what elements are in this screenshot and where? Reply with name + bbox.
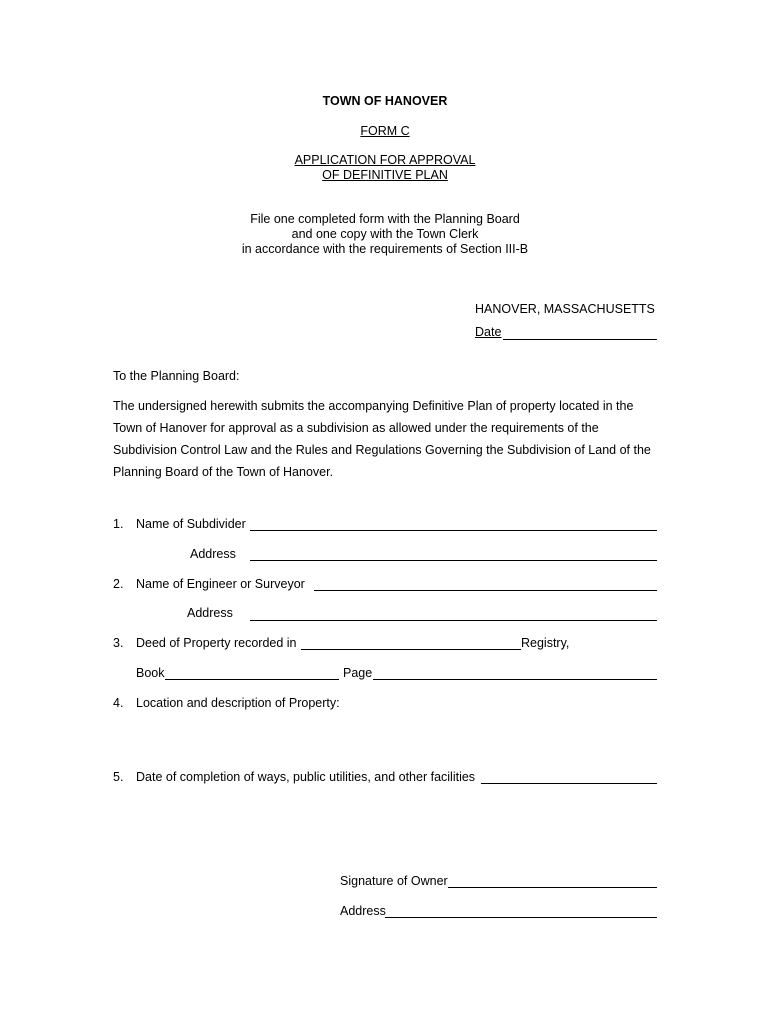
item-2-address-label: Address [187,606,233,620]
subdivider-address-field[interactable] [250,560,657,561]
page-field[interactable] [373,679,657,680]
signature-label: Signature of Owner [340,874,448,888]
item-3-number: 3. [113,636,124,650]
item-2-label: Name of Engineer or Surveyor [136,577,305,591]
deed-recorded-field[interactable] [301,649,521,650]
owner-address-field[interactable] [385,917,657,918]
title-line-1 [0,153,770,167]
item-3-label: Deed of Property recorded in [136,636,297,650]
page-label: Page [343,666,373,680]
title-line-2-text: OF DEFINITIVE PLAN [322,168,448,182]
town-heading: TOWN OF HANOVER [322,94,448,108]
title-line-2 [0,168,770,182]
item-4-label: Location and description of Property: [136,696,340,710]
body-paragraph: The undersigned herewith submits the accompanying Definitive Plan of property located in the Town of Hanover for approval as a subdivision as allowed under the requirements of the Subdivision Control Law and the Rules and Regulations Governing the Subdivision of Land of the Planning Board of the Town of Hanover. [113,399,651,479]
date-label-text: Date [475,325,502,339]
item-5-label: Date of completion of ways, public utilities, and other facilities [136,770,476,784]
instruction-line-1: File one completed form with the Planning Board [250,212,520,226]
instruction-line-3: in accordance with the requirements of Section III-B [241,242,529,256]
form-id-text: FORM C [360,124,410,138]
signature-field[interactable] [448,887,657,888]
date-label [475,325,501,339]
item-1-number: 1. [113,517,124,531]
item-4-number: 4. [113,696,124,710]
salutation: To the Planning Board: [113,369,240,383]
book-label: Book [136,666,165,680]
instruction-line-2: and one copy with the Town Clerk [291,227,479,241]
owner-address-label: Address [340,904,386,918]
book-field[interactable] [165,679,339,680]
place-label: HANOVER, MASSACHUSETTS [475,302,655,316]
completion-date-field[interactable] [481,783,657,784]
item-2-number: 2. [113,577,124,591]
engineer-address-field[interactable] [250,620,657,621]
item-5-number: 5. [113,770,124,784]
title-line-1-text: APPLICATION FOR APPROVAL [294,153,476,167]
date-field[interactable] [503,339,657,340]
engineer-name-field[interactable] [314,590,657,591]
item-1-address-label: Address [190,547,236,561]
item-1-label: Name of Subdivider [136,517,246,531]
registry-label: Registry, [521,636,570,650]
subdivider-name-field[interactable] [250,530,657,531]
form-id [0,124,770,138]
